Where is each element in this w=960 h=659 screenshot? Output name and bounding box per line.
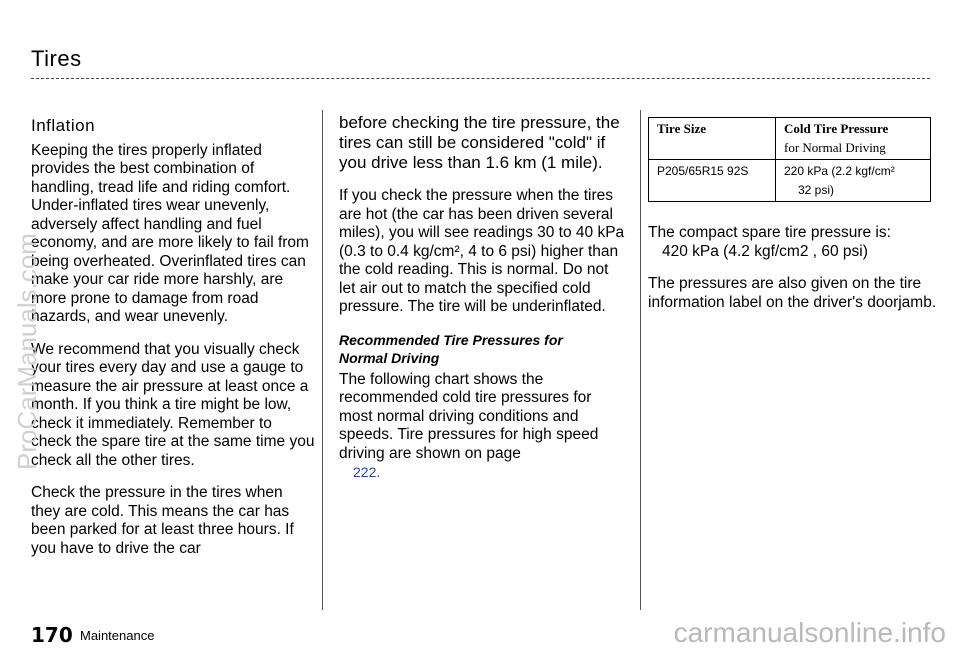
watermark-vertical: ProCarManuals.com (12, 233, 42, 470)
sub-heading-line-1: Recommended Tire Pressures for (339, 331, 563, 348)
cell-tire-size: P205/65R15 92S (649, 160, 776, 202)
watermark-site: carmanualsonline.info (673, 617, 946, 648)
paragraph-cold-check: Check the pressure in the tires when they are cold. This means the car has been parked for at least three hours. If you have to drive the car (31, 484, 294, 557)
paragraph-inflation: Keeping the tires properly inflated provides the best combination of handling, tread life and riding comfort. Under-inflated tires wear unevenly, adversely affect handling and fuel economy, and are more likely to fail from being overheated. Overinflated tires can make your car ride more harshly, are more prone to damage from road hazards, and wear unevenly. (31, 141, 309, 325)
section-heading: Inflation (31, 116, 96, 135)
column-2 (339, 113, 629, 497)
chart-intro-text: The following chart shows the recommended cold tire pressures for most normal driving conditions and speeds. Tire pressures for high speed driving are shown on page (339, 370, 599, 462)
cell-cold-pressure-line-2: 32 psi) (798, 182, 835, 197)
tire-pressure-table (648, 117, 931, 202)
spare-tire-line-2: 420 kPa (4.2 kgf/cm2 , 60 psi) (662, 242, 868, 260)
cell-cold-pressure-line-1: 220 kPa (2.2 kgf/cm² (784, 164, 895, 178)
paragraph-cold-definition: before checking the tire pressure, the tires can still be considered "cold" if you drive less than 1.6 km (1 mile). (339, 113, 620, 172)
header-cold-pressure (776, 118, 931, 160)
table-row (649, 160, 931, 202)
column-divider-1 (322, 110, 323, 610)
footer-section-label: Maintenance (80, 628, 155, 643)
page-title: Tires (31, 46, 82, 71)
header-tire-size: Tire Size (649, 118, 776, 160)
page-reference-link[interactable]: 222. (353, 464, 381, 480)
paragraph-check-recommendation: We recommend that you visually check your tires every day and use a gauge to measure the air pressure at least once a month. If you think a tire might be low, check it immediately. Remember to check the spare tire at the same time you check all the other tires. (31, 340, 315, 469)
sub-heading-line-2: Normal Driving (339, 349, 440, 366)
header-cold-pressure-line-1: Cold Tire Pressure (784, 121, 889, 136)
paragraph-spare-tire (648, 224, 938, 261)
page-number: 170 (31, 623, 73, 647)
paragraph-chart-intro (339, 371, 629, 483)
cell-cold-pressure (776, 160, 931, 202)
header-cold-pressure-line-2: for Normal Driving (784, 139, 886, 155)
paragraph-hot-tires: If you check the pressure when the tires are hot (the car has been driven several miles), you will see readings 30 to 40 kPa (0.3 to 0.4 kg/cm², 4 to 6 psi) higher than the cold reading. This is normal. Do not let air out to match the specified cold pressure. The tire will be underinflated. (339, 187, 625, 315)
title-divider (31, 78, 930, 79)
paragraph-tire-label: The pressures are also given on the tire information label on the driver's doorjamb. (648, 275, 937, 311)
table-header-row (649, 118, 931, 160)
spare-tire-line-1: The compact spare tire pressure is: (648, 224, 891, 241)
sub-heading-recommended-pressures (339, 331, 629, 367)
column-1 (31, 113, 316, 572)
column-3 (648, 113, 938, 326)
column-divider-2 (640, 110, 641, 610)
